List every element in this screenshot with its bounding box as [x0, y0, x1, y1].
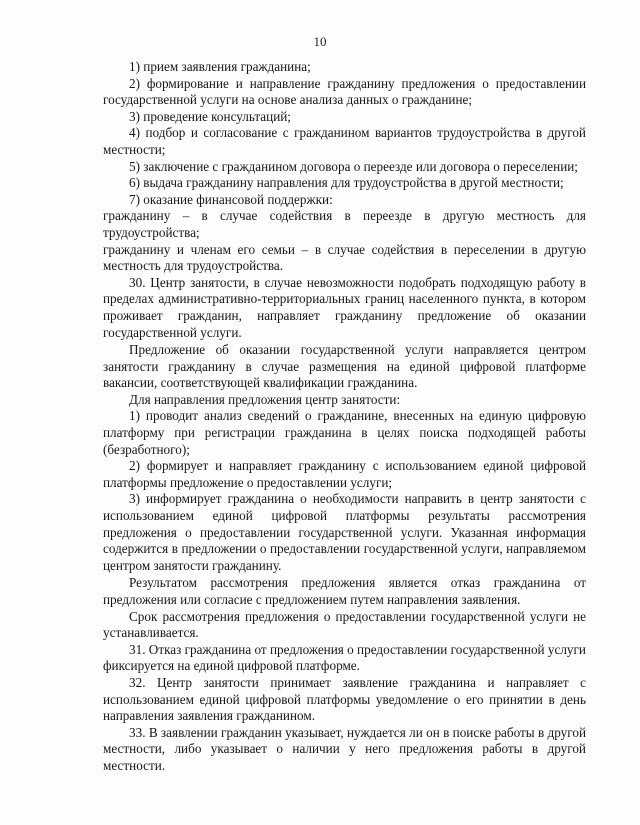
paragraph-12: Для направления предложения центр занятости:	[129, 391, 401, 407]
paragraph-7: 7) оказание финансовой поддержки:	[129, 191, 333, 207]
paragraph-2: 2) формирование и направление гражданину предложения о предоставлении государственной услуги на основе анализа данных о гражданине;	[103, 75, 586, 108]
document-body	[103, 59, 586, 775]
paragraph-5: 5) заключение с гражданином договора о переезде или договора о переселении;	[129, 158, 578, 174]
paragraph-9: гражданину и членам его семьи – в случае содействия в переселении в другую местность для трудоустройства.	[103, 241, 586, 274]
paragraph-18: 31. Отказ гражданина от предложения о предоставлении государственной услуги фиксируется на единой цифровой платформе.	[103, 641, 586, 674]
paragraph-17: Срок рассмотрения предложения о предоставлении государственной услуги не устанавливается.	[103, 608, 586, 641]
paragraph-11: Предложение об оказании государственной услуги направляется центром занятости гражданину в случае размещения на единой цифровой платформе вакансии, соответствующей квалификации гражданина.	[103, 342, 586, 391]
paragraph-13: 1) проводит анализ сведений о гражданине, внесенных на единую цифровую платформу при регистрации гражданина в целях поиска подходящей работы (безработного);	[103, 408, 586, 457]
paragraph-4: 4) подбор и согласование с гражданином вариантов трудоустройства в другой местности;	[103, 125, 586, 157]
page-number: 10	[313, 34, 327, 49]
paragraph-1: 1) прием заявления гражданина;	[129, 59, 311, 74]
paragraph-19: 32. Центр занятости принимает заявление гражданина и направляет с использованием единой цифровой платформы уведомление о его принятии в день направления заявления гражданином.	[103, 674, 586, 724]
paragraph-8: гражданину – в случае содействия в переезде в другую местность для трудоустройства;	[103, 208, 586, 240]
paragraph-10: 30. Центр занятости, в случае невозможности подобрать подходящую работу в пределах административно-территориальных границ населенного пункта, в котором проживает гражданин, направляет гражданину предложение об оказании государственной услуги.	[103, 274, 586, 340]
paragraph-14: 2) формирует и направляет гражданину с использованием единой цифровой платформы предложение о предоставлении услуги;	[103, 458, 586, 490]
paragraph-15: 3) информирует гражданина о необходимости направить в центр занятости с использованием единой цифровой платформы результаты рассмотрения предложения о предоставлении государственной услуги. Указанная информация содержится в предложении о предоставлении государственной услуги, направляемом центром занятости гражданину.	[103, 491, 586, 573]
paragraph-16: Результатом рассмотрения предложения является отказ гражданина от предложения или согласие с предложением путем направления заявления.	[103, 575, 586, 607]
paragraph-20: 33. В заявлении гражданин указывает, нуждается ли он в поиске работы в другой местности, либо указывает о наличии у него предложения работы в другой местности.	[103, 724, 586, 773]
paragraph-3: 3) проведение консультаций;	[129, 108, 291, 124]
paragraph-6: 6) выдача гражданину направления для трудоустройства в другой местности;	[129, 175, 564, 191]
